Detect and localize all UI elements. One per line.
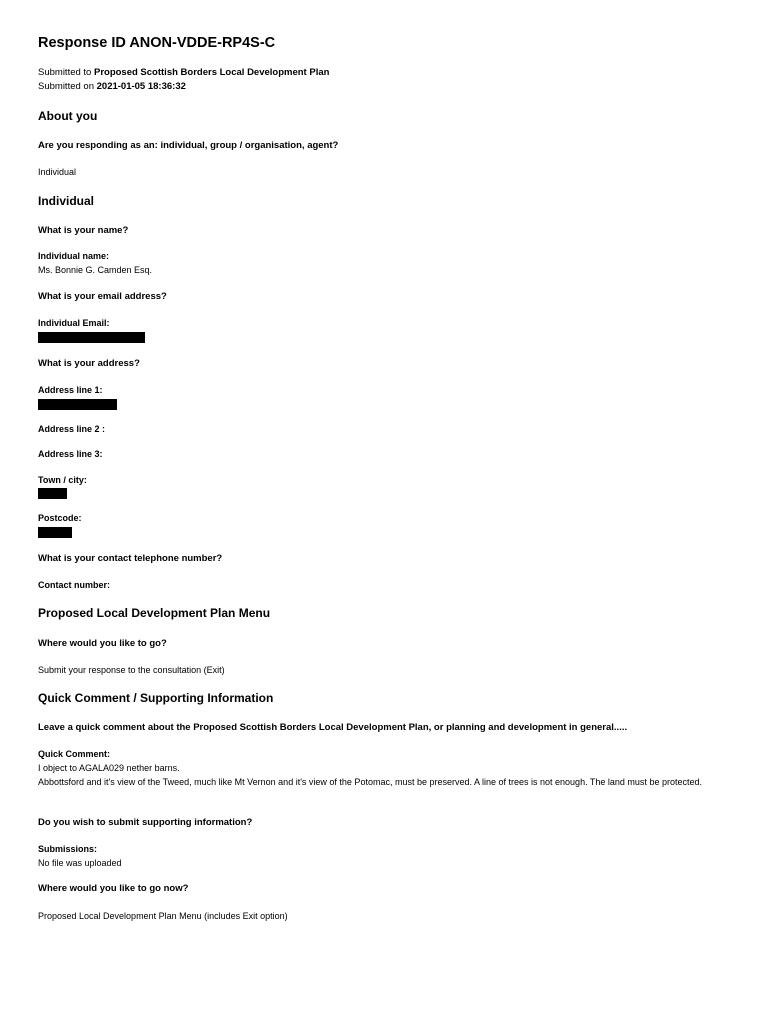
- address-line2-label: Address line 2 :: [38, 424, 106, 434]
- address-question: What is your address?: [38, 358, 140, 369]
- quick-comment-label: Quick Comment:: [38, 749, 111, 759]
- submissions-value: No file was uploaded: [38, 858, 122, 868]
- phone-label: Contact number:: [38, 580, 110, 590]
- plan-menu-answer: Submit your response to the consultation (Exit): [38, 665, 225, 675]
- submitted-on-prefix: Submitted on: [38, 81, 97, 92]
- quick-comment-question: Leave a quick comment about the Proposed Scottish Borders Local Development Plan, or planning and development in general.....: [38, 722, 628, 733]
- quick-comment-line2: Abbottsford and it's view of the Tweed, much like Mt Vernon and it's view of the Potomac, must be preserved. A line of trees is not enough. The land must be protected.: [38, 777, 702, 787]
- address-line1-label: Address line 1:: [38, 385, 103, 395]
- email-redaction: [38, 332, 145, 343]
- submissions-label: Submissions:: [38, 844, 98, 854]
- postcode-redaction: [38, 527, 72, 538]
- section-plan-menu: Proposed Local Development Plan Menu: [38, 606, 271, 620]
- submitted-to-value: Proposed Scottish Borders Local Development Plan: [93, 67, 330, 78]
- page-title: Response ID ANON-VDDE-RP4S-C: [38, 35, 276, 51]
- town-label: Town / city:: [38, 475, 87, 485]
- next-step-answer: Proposed Local Development Plan Menu (includes Exit option): [38, 911, 288, 921]
- phone-question: What is your contact telephone number?: [38, 553, 223, 564]
- submitted-to-prefix: Submitted to: [38, 67, 94, 78]
- section-quick-comment: Quick Comment / Supporting Information: [38, 691, 274, 705]
- submitted-to-line: [38, 66, 329, 80]
- name-label: Individual name:: [38, 251, 110, 261]
- next-step-question: Where would you like to go now?: [38, 883, 189, 894]
- supporting-info-question: Do you wish to submit supporting information?: [38, 817, 253, 828]
- postcode-label: Postcode:: [38, 513, 82, 523]
- submitted-on-line: [38, 80, 186, 94]
- submitted-on-value: 2021-01-05 18:36:32: [96, 81, 186, 92]
- address-line1-redaction: [38, 399, 117, 410]
- name-value: Ms. Bonnie G. Camden Esq.: [38, 265, 153, 275]
- respondent-type-answer: Individual: [38, 167, 77, 177]
- email-label: Individual Email:: [38, 318, 110, 328]
- section-about-you: About you: [38, 109, 98, 123]
- section-individual: Individual: [38, 194, 95, 208]
- address-line3-label: Address line 3:: [38, 449, 103, 459]
- respondent-type-question: Are you responding as an: individual, group / organisation, agent?: [38, 140, 339, 151]
- quick-comment-line1: I object to AGALA029 nether barns.: [38, 763, 180, 773]
- email-question: What is your email address?: [38, 291, 167, 302]
- town-redaction: [38, 488, 67, 499]
- plan-menu-question: Where would you like to go?: [38, 638, 167, 649]
- name-question: What is your name?: [38, 225, 129, 236]
